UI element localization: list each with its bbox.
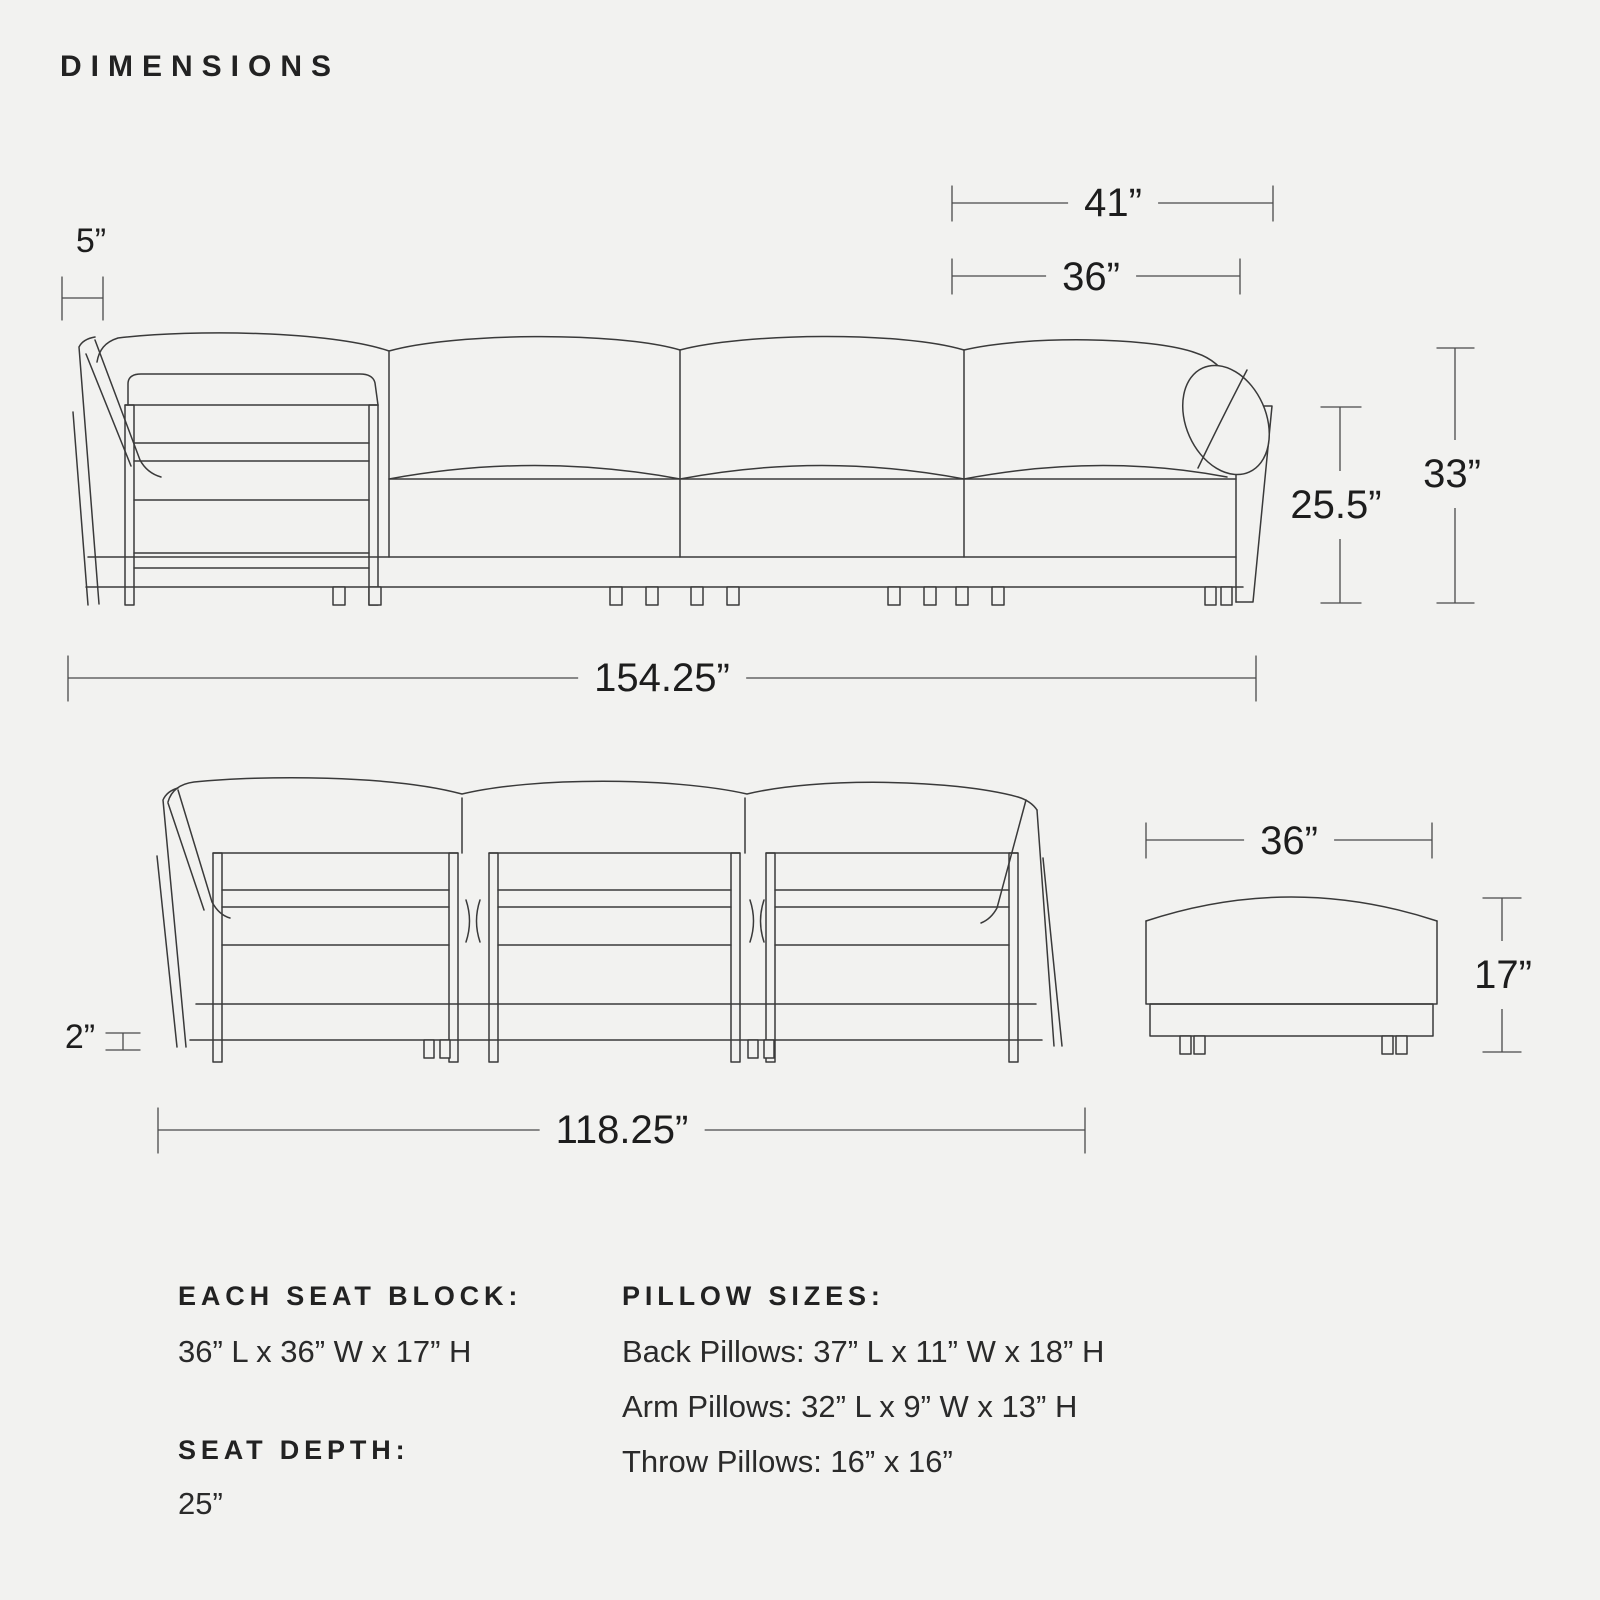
seat-block-heading: EACH SEAT BLOCK: bbox=[178, 1281, 523, 1311]
back-pillows-spec: Back Pillows: 37” L x 11” W x 18” H bbox=[622, 1334, 1105, 1369]
back-view-drawing bbox=[157, 778, 1062, 1062]
dim-label-ottoman-height: 17” bbox=[1468, 941, 1538, 1009]
dim-label-overall-width: 154.25” bbox=[578, 652, 746, 704]
dim-line-arm-flare bbox=[62, 277, 103, 320]
ottoman-drawing bbox=[1146, 897, 1437, 1054]
dim-label-arm-flare: 5” bbox=[75, 222, 107, 260]
dim-label-leg-height: 2” bbox=[64, 1018, 96, 1056]
dim-line-leg-height bbox=[106, 1033, 140, 1050]
pillow-sizes-heading: PILLOW SIZES: bbox=[622, 1281, 885, 1311]
front-view-drawing bbox=[73, 333, 1286, 605]
seat-block-value: 36” L x 36” W x 17” H bbox=[178, 1334, 472, 1369]
dim-label-module-with-arm: 41” bbox=[1068, 177, 1158, 229]
seat-depth-heading: SEAT DEPTH: bbox=[178, 1435, 410, 1465]
dim-label-arm-height: 25.5” bbox=[1284, 471, 1387, 539]
throw-pillows-spec: Throw Pillows: 16” x 16” bbox=[622, 1444, 953, 1479]
dim-label-end-module: 36” bbox=[1046, 251, 1136, 303]
dim-label-overall-height: 33” bbox=[1417, 440, 1487, 508]
arm-pillows-spec: Arm Pillows: 32” L x 9” W x 13” H bbox=[622, 1389, 1078, 1424]
dim-label-ottoman-width: 36” bbox=[1244, 815, 1334, 867]
dim-label-back-overall-width: 118.25” bbox=[540, 1104, 705, 1156]
page-title: DIMENSIONS bbox=[60, 50, 341, 83]
dimension-lines bbox=[62, 186, 1521, 1153]
seat-depth-value: 25” bbox=[178, 1486, 223, 1521]
